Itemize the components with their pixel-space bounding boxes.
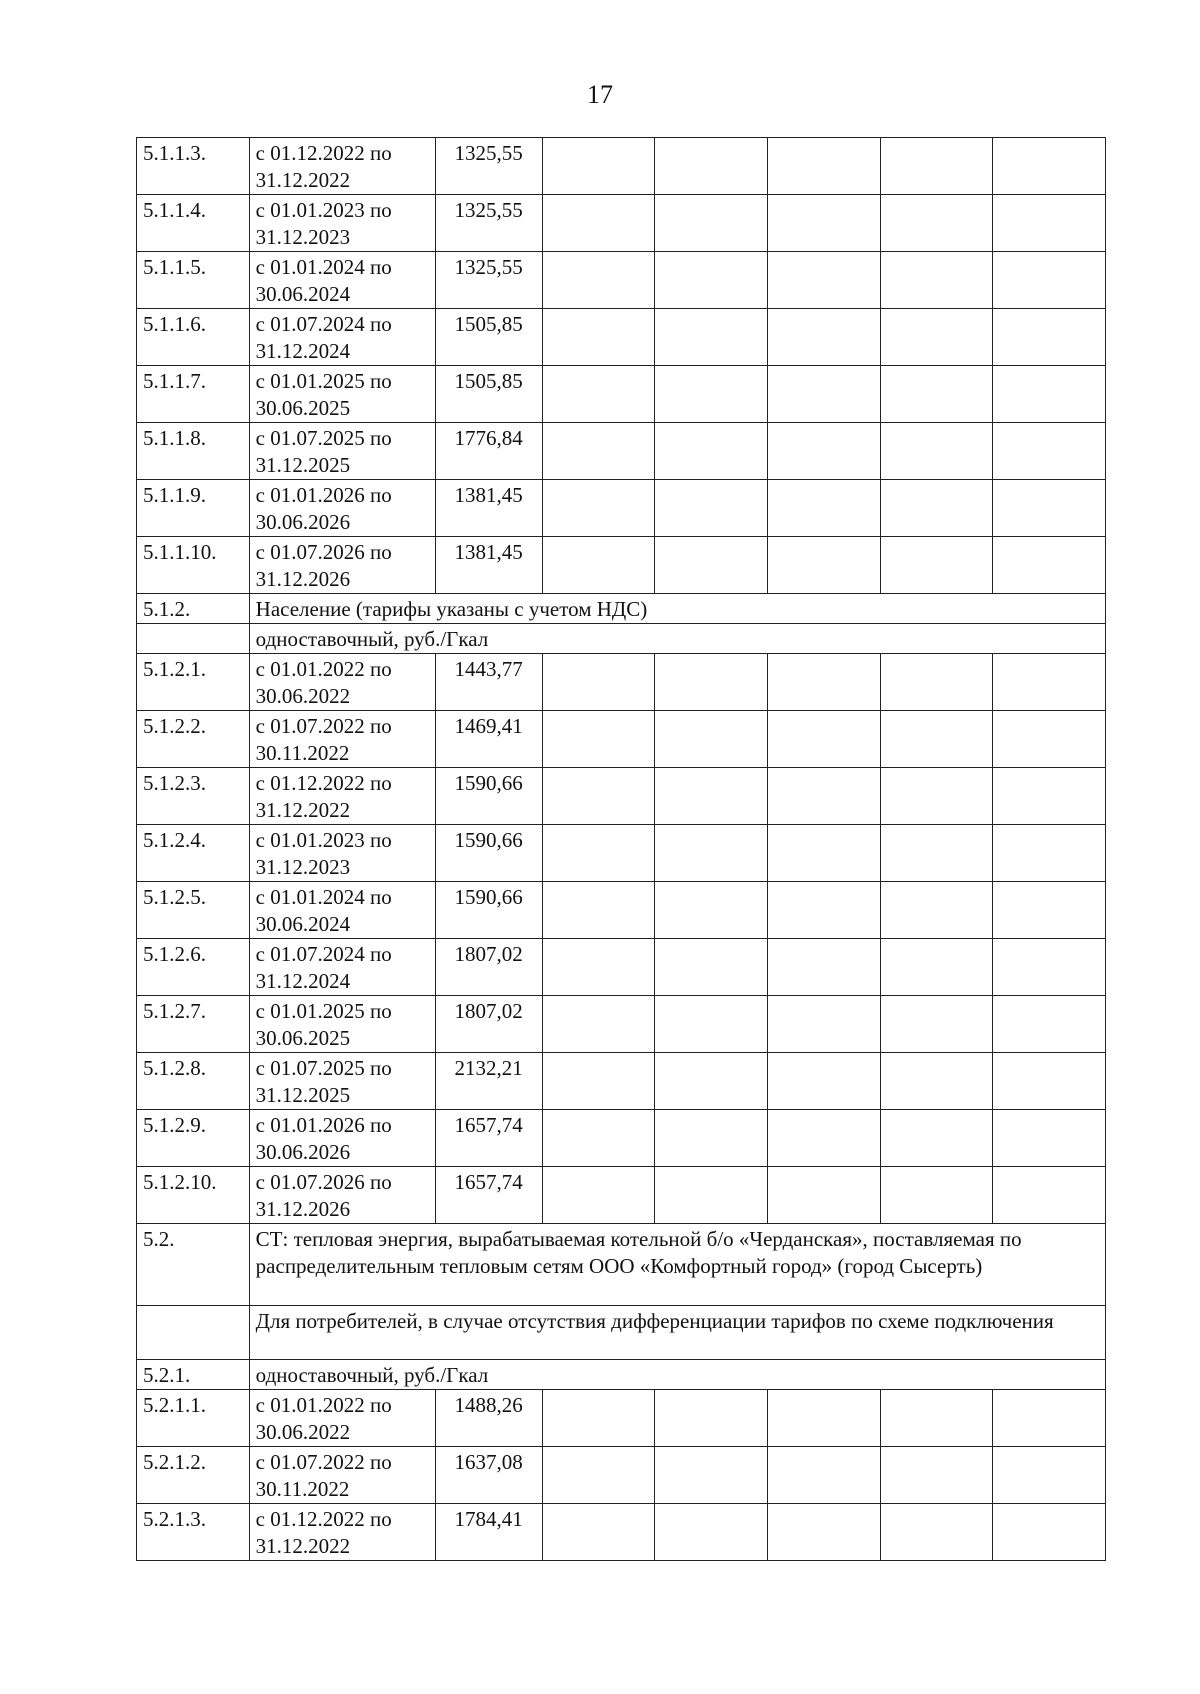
row-value: 1325,55	[435, 195, 542, 252]
row-code: 5.1.1.5.	[137, 252, 250, 309]
tariff-row	[137, 252, 1106, 309]
tariff-row	[137, 537, 1106, 594]
row-code: 5.1.2.8.	[137, 1053, 250, 1110]
empty-cell	[767, 1167, 880, 1224]
row-value: 1381,45	[435, 537, 542, 594]
empty-cell	[993, 996, 1106, 1053]
empty-cell	[767, 1390, 880, 1447]
row-period: с 01.01.2025 по 30.06.2025	[249, 996, 435, 1053]
empty-cell	[542, 366, 655, 423]
tariff-row	[137, 882, 1106, 939]
page-number: 17	[587, 80, 613, 109]
empty-cell	[767, 654, 880, 711]
empty-cell	[655, 996, 768, 1053]
empty-cell	[767, 996, 880, 1053]
row-code: 5.2.1.2.	[137, 1447, 250, 1504]
section-code: 5.2.	[137, 1224, 250, 1306]
empty-cell	[993, 1110, 1106, 1167]
row-value: 1807,02	[435, 939, 542, 996]
section-row	[137, 594, 1106, 624]
row-value: 1488,26	[435, 1390, 542, 1447]
empty-cell	[655, 882, 768, 939]
row-period: с 01.07.2024 по 31.12.2024	[249, 309, 435, 366]
row-period: с 01.07.2022 по 30.11.2022	[249, 711, 435, 768]
row-code: 5.1.1.4.	[137, 195, 250, 252]
row-value: 1807,02	[435, 996, 542, 1053]
empty-cell	[767, 423, 880, 480]
empty-cell	[655, 309, 768, 366]
empty-cell	[767, 309, 880, 366]
section-code: 5.2.1.	[137, 1360, 250, 1390]
empty-cell	[542, 423, 655, 480]
tariff-table-body	[137, 138, 1106, 1561]
tariff-row	[137, 423, 1106, 480]
empty-cell	[655, 1110, 768, 1167]
empty-cell	[993, 1053, 1106, 1110]
empty-cell	[767, 1110, 880, 1167]
tariff-row	[137, 1390, 1106, 1447]
row-value: 1505,85	[435, 309, 542, 366]
tariff-row	[137, 1447, 1106, 1504]
empty-cell	[880, 768, 993, 825]
row-code: 5.1.2.9.	[137, 1110, 250, 1167]
row-code: 5.1.2.7.	[137, 996, 250, 1053]
empty-cell	[542, 252, 655, 309]
empty-cell	[655, 1390, 768, 1447]
empty-cell	[542, 939, 655, 996]
row-value: 2132,21	[435, 1053, 542, 1110]
empty-cell	[880, 252, 993, 309]
empty-cell	[993, 711, 1106, 768]
empty-cell	[880, 423, 993, 480]
empty-cell	[993, 1167, 1106, 1224]
empty-cell	[655, 768, 768, 825]
row-period: с 01.01.2024 по 30.06.2024	[249, 882, 435, 939]
tariff-row	[137, 138, 1106, 195]
empty-cell	[767, 711, 880, 768]
empty-cell	[993, 882, 1106, 939]
row-period: с 01.07.2025 по 31.12.2025	[249, 423, 435, 480]
tariff-row	[137, 825, 1106, 882]
row-period: с 01.01.2022 по 30.06.2022	[249, 654, 435, 711]
row-period: с 01.07.2022 по 30.11.2022	[249, 1447, 435, 1504]
empty-cell	[655, 1167, 768, 1224]
section-title: СТ: тепловая энергия, вырабатываемая котельной б/о «Черданская», поставляемая по распределительным тепловым сетям ООО «Комфортный город» (город Сысерть)	[249, 1224, 1105, 1306]
section-code	[137, 624, 250, 654]
empty-cell	[880, 537, 993, 594]
empty-cell	[880, 480, 993, 537]
tariff-row	[137, 1053, 1106, 1110]
row-period: с 01.01.2025 по 30.06.2025	[249, 366, 435, 423]
empty-cell	[767, 366, 880, 423]
row-value: 1776,84	[435, 423, 542, 480]
empty-cell	[767, 480, 880, 537]
row-period: с 01.07.2024 по 31.12.2024	[249, 939, 435, 996]
row-value: 1657,74	[435, 1110, 542, 1167]
empty-cell	[542, 654, 655, 711]
empty-cell	[542, 480, 655, 537]
section-row	[137, 1360, 1106, 1390]
row-period: с 01.01.2026 по 30.06.2026	[249, 480, 435, 537]
tariff-row	[137, 309, 1106, 366]
empty-cell	[542, 1053, 655, 1110]
row-code: 5.1.1.6.	[137, 309, 250, 366]
empty-cell	[542, 1390, 655, 1447]
empty-cell	[880, 654, 993, 711]
row-value: 1784,41	[435, 1504, 542, 1561]
row-code: 5.1.2.4.	[137, 825, 250, 882]
empty-cell	[542, 825, 655, 882]
row-code: 5.1.1.9.	[137, 480, 250, 537]
row-period: с 01.12.2022 по 31.12.2022	[249, 138, 435, 195]
section-code: 5.1.2.	[137, 594, 250, 624]
empty-cell	[993, 366, 1106, 423]
empty-cell	[655, 252, 768, 309]
row-code: 5.2.1.3.	[137, 1504, 250, 1561]
empty-cell	[880, 1447, 993, 1504]
empty-cell	[655, 1447, 768, 1504]
empty-cell	[655, 537, 768, 594]
empty-cell	[767, 195, 880, 252]
empty-cell	[542, 195, 655, 252]
row-period: с 01.12.2022 по 31.12.2022	[249, 1504, 435, 1561]
empty-cell	[542, 309, 655, 366]
section-title: одноставочный, руб./Гкал	[249, 624, 1105, 654]
tariff-row	[137, 1167, 1106, 1224]
row-value: 1590,66	[435, 882, 542, 939]
tariff-row	[137, 366, 1106, 423]
empty-cell	[542, 138, 655, 195]
section-title: одноставочный, руб./Гкал	[249, 1360, 1105, 1390]
empty-cell	[993, 423, 1106, 480]
section-title: Население (тарифы указаны с учетом НДС)	[249, 594, 1105, 624]
empty-cell	[655, 366, 768, 423]
empty-cell	[880, 1390, 993, 1447]
tariff-row	[137, 939, 1106, 996]
empty-cell	[993, 138, 1106, 195]
row-code: 5.1.2.3.	[137, 768, 250, 825]
row-code: 5.1.1.3.	[137, 138, 250, 195]
empty-cell	[542, 1447, 655, 1504]
empty-cell	[767, 939, 880, 996]
empty-cell	[880, 825, 993, 882]
empty-cell	[767, 1504, 880, 1561]
tariff-row	[137, 1110, 1106, 1167]
row-period: с 01.01.2022 по 30.06.2022	[249, 1390, 435, 1447]
tariff-table	[136, 137, 1106, 1561]
empty-cell	[880, 1110, 993, 1167]
empty-cell	[655, 423, 768, 480]
empty-cell	[767, 138, 880, 195]
row-period: с 01.01.2024 по 30.06.2024	[249, 252, 435, 309]
row-value: 1505,85	[435, 366, 542, 423]
empty-cell	[993, 654, 1106, 711]
section-title: Для потребителей, в случае отсутствия дифференциации тарифов по схеме подключения	[249, 1306, 1105, 1360]
empty-cell	[880, 882, 993, 939]
empty-cell	[542, 1504, 655, 1561]
row-code: 5.1.1.7.	[137, 366, 250, 423]
empty-cell	[767, 1053, 880, 1110]
empty-cell	[655, 1504, 768, 1561]
empty-cell	[993, 1504, 1106, 1561]
empty-cell	[993, 1390, 1106, 1447]
section-row	[137, 624, 1106, 654]
row-value: 1325,55	[435, 138, 542, 195]
row-period: с 01.07.2026 по 31.12.2026	[249, 537, 435, 594]
row-code: 5.1.2.1.	[137, 654, 250, 711]
empty-cell	[880, 195, 993, 252]
empty-cell	[993, 939, 1106, 996]
empty-cell	[767, 825, 880, 882]
empty-cell	[993, 480, 1106, 537]
row-period: с 01.07.2025 по 31.12.2025	[249, 1053, 435, 1110]
row-code: 5.1.2.5.	[137, 882, 250, 939]
row-value: 1443,77	[435, 654, 542, 711]
row-value: 1325,55	[435, 252, 542, 309]
row-code: 5.1.2.6.	[137, 939, 250, 996]
section-code	[137, 1306, 250, 1360]
empty-cell	[767, 882, 880, 939]
row-value: 1657,74	[435, 1167, 542, 1224]
empty-cell	[880, 309, 993, 366]
empty-cell	[993, 825, 1106, 882]
row-value: 1381,45	[435, 480, 542, 537]
empty-cell	[542, 1110, 655, 1167]
empty-cell	[542, 882, 655, 939]
empty-cell	[655, 711, 768, 768]
tariff-row	[137, 768, 1106, 825]
tariff-row	[137, 996, 1106, 1053]
empty-cell	[655, 138, 768, 195]
row-period: с 01.01.2023 по 31.12.2023	[249, 195, 435, 252]
tariff-row	[137, 1504, 1106, 1561]
empty-cell	[880, 711, 993, 768]
empty-cell	[993, 768, 1106, 825]
empty-cell	[880, 939, 993, 996]
empty-cell	[880, 1053, 993, 1110]
section-row	[137, 1224, 1106, 1306]
row-value: 1590,66	[435, 768, 542, 825]
row-code: 5.2.1.1.	[137, 1390, 250, 1447]
row-period: с 01.12.2022 по 31.12.2022	[249, 768, 435, 825]
empty-cell	[993, 195, 1106, 252]
empty-cell	[542, 711, 655, 768]
empty-cell	[880, 1504, 993, 1561]
empty-cell	[655, 654, 768, 711]
empty-cell	[542, 768, 655, 825]
row-period: с 01.07.2026 по 31.12.2026	[249, 1167, 435, 1224]
empty-cell	[767, 252, 880, 309]
empty-cell	[767, 537, 880, 594]
empty-cell	[655, 825, 768, 882]
empty-cell	[655, 1053, 768, 1110]
empty-cell	[655, 939, 768, 996]
row-period: с 01.01.2023 по 31.12.2023	[249, 825, 435, 882]
empty-cell	[767, 768, 880, 825]
empty-cell	[993, 252, 1106, 309]
empty-cell	[993, 309, 1106, 366]
row-period: с 01.01.2026 по 30.06.2026	[249, 1110, 435, 1167]
tariff-row	[137, 195, 1106, 252]
row-code: 5.1.2.2.	[137, 711, 250, 768]
empty-cell	[880, 1167, 993, 1224]
row-value: 1469,41	[435, 711, 542, 768]
row-code: 5.1.2.10.	[137, 1167, 250, 1224]
empty-cell	[655, 480, 768, 537]
empty-cell	[542, 996, 655, 1053]
empty-cell	[993, 537, 1106, 594]
row-value: 1637,08	[435, 1447, 542, 1504]
row-value: 1590,66	[435, 825, 542, 882]
empty-cell	[655, 195, 768, 252]
empty-cell	[880, 996, 993, 1053]
empty-cell	[880, 138, 993, 195]
empty-cell	[767, 1447, 880, 1504]
tariff-row	[137, 480, 1106, 537]
row-code: 5.1.1.10.	[137, 537, 250, 594]
empty-cell	[542, 537, 655, 594]
tariff-row	[137, 654, 1106, 711]
empty-cell	[993, 1447, 1106, 1504]
row-code: 5.1.1.8.	[137, 423, 250, 480]
section-row	[137, 1306, 1106, 1360]
empty-cell	[542, 1167, 655, 1224]
empty-cell	[880, 366, 993, 423]
tariff-row	[137, 711, 1106, 768]
